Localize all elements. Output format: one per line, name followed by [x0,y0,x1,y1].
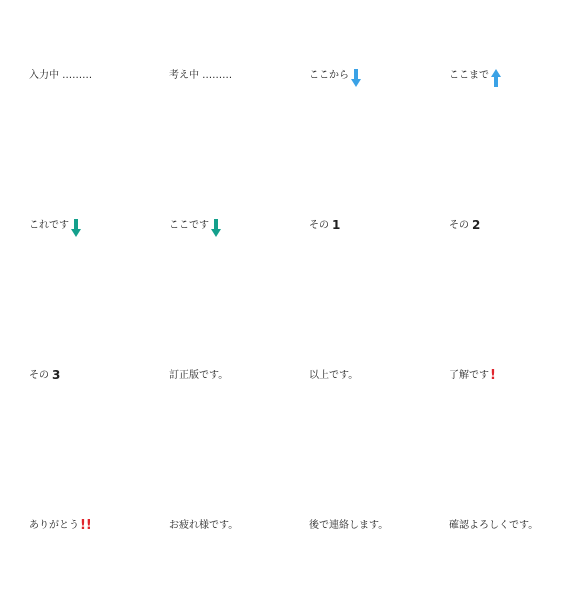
stamp-up-to-here[interactable] [420,0,560,150]
stamp-this-one[interactable] [0,150,140,300]
stamp-contact-later[interactable] [280,450,420,600]
stamp-revised-version[interactable] [140,300,280,450]
stamp-part-3[interactable] [0,300,140,450]
stamp-that-is-all[interactable] [280,300,420,450]
stamp-label [449,369,496,383]
stamp-text: ありがとう [29,520,79,531]
stamp-text: その [449,220,469,231]
stamp-label [29,69,92,83]
stamp-understood[interactable] [420,300,560,450]
stamp-text: 訂正版です。 [169,370,229,381]
stamp-text: これです [29,220,69,231]
stamp-label [309,519,388,533]
stamp-part-1[interactable] [280,150,420,300]
stamp-text: ここです [169,220,209,231]
stamp-number: 3 [52,368,61,382]
arrow-down-blue-icon [351,69,361,92]
stamp-label [29,219,81,242]
stamp-number: 1 [332,218,341,232]
stamp-label [309,219,340,233]
stamp-text: その [29,370,49,381]
stamp-part-2[interactable] [420,150,560,300]
stamp-label [169,69,232,83]
stamp-here-it-is[interactable] [140,150,280,300]
stamp-label [309,369,358,383]
stamp-text: 確認よろしくです。 [449,520,539,531]
stamp-text: 以上です。 [309,370,359,381]
arrow-up-blue-icon [491,69,501,92]
stamp-label [169,219,221,242]
stamp-thinking[interactable] [140,0,280,150]
stamp-number: 2 [472,218,481,232]
stamp-label [169,519,238,533]
double-exclamation-icon: !! [80,518,92,533]
stamp-label [449,219,480,233]
stamp-text: 考え中 ……… [169,70,233,81]
stamp-text: その [309,220,329,231]
stamp-please-confirm[interactable] [420,450,560,600]
stamp-text: 入力中 ……… [29,70,93,81]
stamp-label [169,369,228,383]
stamp-from-here[interactable] [280,0,420,150]
stamp-label [449,519,538,533]
stamp-text: ここまで [449,70,489,81]
stamp-good-work[interactable] [140,450,280,600]
stamp-label [449,69,501,92]
stamp-text: 後で連絡します。 [309,520,389,531]
stamp-label [29,369,60,383]
arrow-down-teal-icon [71,219,81,242]
stamp-text: お疲れ様です。 [169,520,239,531]
stamp-typing[interactable] [0,0,140,150]
stamp-label [29,519,92,533]
arrow-down-teal-icon [211,219,221,242]
stamp-thank-you[interactable] [0,450,140,600]
exclamation-icon: ! [490,368,496,383]
stamp-text: 了解です [449,370,489,381]
stamp-label [309,69,361,92]
stamp-text: ここから [309,70,349,81]
